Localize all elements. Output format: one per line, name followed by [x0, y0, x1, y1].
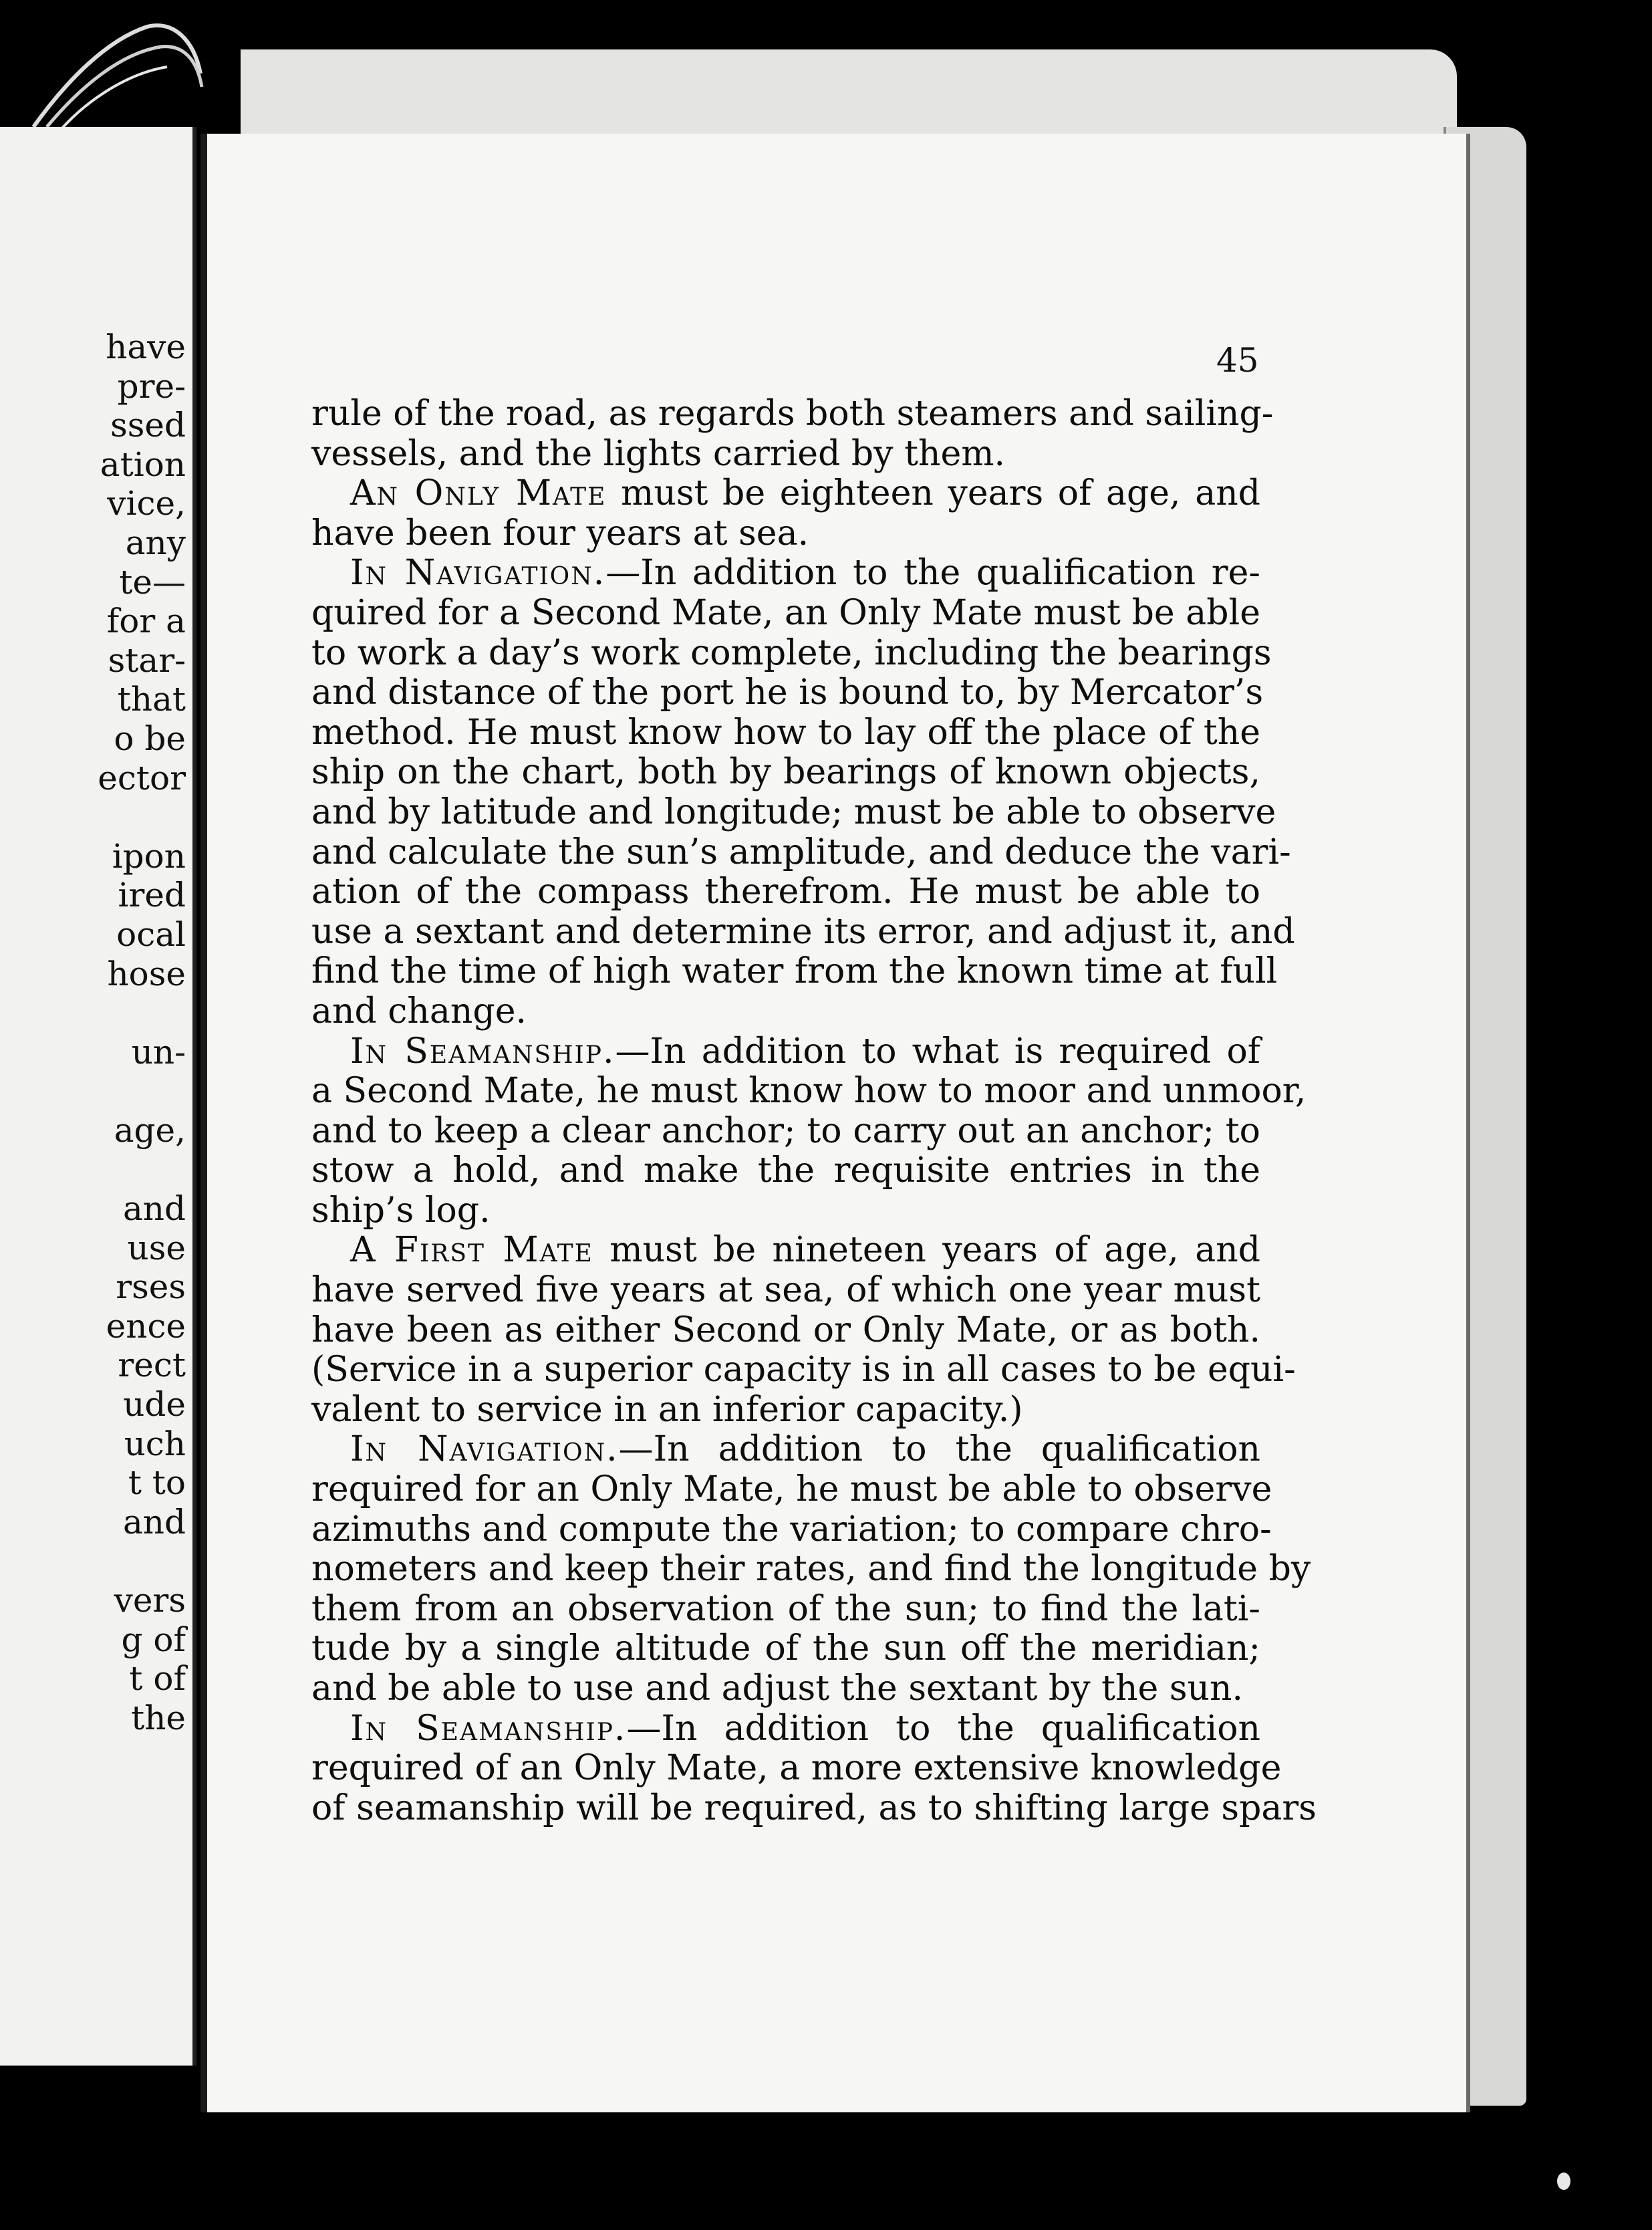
text-line: [311, 514, 1260, 554]
facing-page-fragment: the: [131, 1698, 186, 1737]
line-text: required of an Only Mate, a more extensive knowledge: [311, 1748, 1282, 1789]
text-line: [311, 992, 1260, 1032]
facing-page-fragment: ence: [106, 1306, 186, 1346]
scan-speck: [1557, 2173, 1570, 2190]
facing-page-fragment: [98, 993, 186, 1033]
section-heading: In Seamanship.: [350, 1031, 615, 1072]
text-line: [311, 435, 1260, 475]
facing-page-fragment: un-: [131, 1032, 186, 1072]
line-text: —In addition to the qualification: [626, 1708, 1261, 1749]
facing-page-fragment: ude: [123, 1385, 186, 1424]
line-text: find the time of high water from the known time at full: [311, 951, 1278, 992]
facing-page-fragment: hose: [107, 954, 186, 993]
text-line: [311, 1112, 1260, 1152]
text-line: [311, 951, 1278, 992]
text-line: [311, 1669, 1260, 1709]
text-line: [311, 872, 1260, 912]
facing-page-fragment: [98, 1150, 186, 1189]
text-line: [311, 1629, 1260, 1669]
facing-page-fragment: t of: [129, 1659, 186, 1699]
facing-page-fragment: [98, 797, 186, 837]
text-line: [311, 1430, 1260, 1470]
line-text: ship on the chart, both by bearings of known objects,: [311, 752, 1260, 793]
body-text: [311, 394, 1317, 1828]
line-text: and to keep a clear anchor; to carry out an anchor; to: [311, 1110, 1260, 1151]
facing-page-fragment: vice,: [107, 484, 186, 523]
line-text: a Second Mate, he must know how to moor and unmoor,: [311, 1071, 1306, 1112]
section-heading: A First Mate: [350, 1230, 593, 1271]
facing-page-fragment: [98, 1072, 186, 1111]
text-line: [311, 1271, 1260, 1311]
line-text: use a sextant and determine its error, and adjust it, and: [311, 911, 1295, 952]
line-text: have been as either Second or Only Mate, or as both.: [311, 1310, 1260, 1350]
text-line: [311, 594, 1260, 634]
line-text: and calculate the sun’s amplitude, and deduce the vari-: [311, 832, 1291, 872]
section-heading: An Only Mate: [350, 473, 607, 514]
line-text: them from an observation of the sun; to find the lati-: [311, 1588, 1260, 1629]
text-line: [311, 632, 1272, 674]
text-line: [311, 1590, 1260, 1630]
text-line: [311, 1509, 1272, 1550]
line-text: have served five years at sea, of which one year must: [311, 1270, 1260, 1311]
facing-page-fragment: ssed: [110, 406, 186, 445]
facing-page-fragment: ipon: [112, 836, 186, 876]
text-line: [311, 1709, 1260, 1749]
facing-page-fragment: rect: [118, 1346, 186, 1385]
facing-page-fragment: star-: [108, 640, 186, 680]
line-text: nometers and keep their rates, and find the longitude by: [311, 1549, 1311, 1590]
text-line: [311, 1350, 1296, 1390]
facing-page-fragment: ation: [100, 445, 186, 484]
line-text: ation of the compass therefrom. He must be able to: [311, 872, 1260, 912]
line-text: must be eighteen years of age, and: [606, 473, 1260, 514]
line-text: must be nineteen years of age, and: [593, 1230, 1260, 1271]
facing-page-fragment: o be: [114, 719, 186, 758]
facing-page-fragment: rses: [116, 1267, 186, 1307]
text-line: [311, 1748, 1282, 1789]
facing-page-fragment: that: [117, 680, 186, 719]
facing-page-fragment: and: [122, 1502, 186, 1541]
facing-page-fragment: pre-: [117, 366, 186, 406]
section-heading: In Seamanship.: [350, 1708, 627, 1749]
facing-page-fragment: vers: [114, 1581, 186, 1620]
line-text: —In addition to the qualification re-: [605, 553, 1261, 594]
text-line: [311, 791, 1276, 833]
line-text: —In addition to what is required of: [615, 1031, 1260, 1072]
line-text: valent to service in an inferior capacity.): [311, 1389, 1023, 1430]
binding-thread: [27, 0, 214, 134]
line-text: and change.: [311, 991, 527, 1031]
facing-page-fragment: for a: [106, 602, 186, 641]
text-line: [311, 911, 1295, 953]
facing-page-fragment: use: [127, 1228, 186, 1267]
text-line: [311, 1549, 1311, 1590]
text-line: [311, 474, 1260, 514]
facing-page-fragment: g of: [121, 1620, 186, 1659]
facing-page-fragment: ired: [118, 876, 186, 915]
section-heading: In Navigation.: [350, 553, 606, 594]
facing-page-fragment: have: [106, 328, 186, 366]
line-text: stow a hold, and make the requisite entries in the: [311, 1150, 1260, 1191]
facing-page-fragment: any: [125, 523, 186, 562]
facing-page-fragment: t to: [128, 1463, 186, 1503]
text-line: [311, 832, 1291, 873]
text-line: [311, 1469, 1272, 1510]
facing-page: [0, 127, 196, 2066]
line-text: of seamanship will be required, as to shifting large spars: [311, 1787, 1317, 1828]
text-line: [311, 713, 1260, 753]
text-line: [311, 553, 1260, 594]
text-line: [311, 1311, 1260, 1351]
line-text: and distance of the port he is bound to, by Mercator’s: [311, 672, 1264, 713]
section-heading: In Navigation.: [350, 1429, 619, 1470]
line-text: (Service in a superior capacity is in all cases to be equi-: [311, 1350, 1296, 1390]
line-text: rule of the road, as regards both steamers and sailing-: [311, 394, 1274, 434]
facing-page-fragment: and: [122, 1189, 186, 1229]
text-line: [311, 1191, 1260, 1231]
line-text: to work a day’s work complete, including the bearings: [311, 632, 1272, 673]
facing-page-fragment: uch: [124, 1424, 186, 1463]
line-text: and be able to use and adjust the sextant by the sun.: [311, 1668, 1244, 1709]
facing-page-fragment: ocal: [116, 914, 186, 954]
text-line: [311, 753, 1260, 793]
line-text: —In addition to the qualification: [618, 1429, 1261, 1470]
facing-page-text: [98, 328, 186, 1737]
line-text: have been four years at sea.: [311, 513, 809, 553]
line-text: and by latitude and longitude; must be able to observe: [311, 791, 1276, 832]
line-text: azimuths and compute the variation; to compare chro-: [311, 1509, 1272, 1550]
line-text: required for an Only Mate, he must be able to observe: [311, 1469, 1272, 1510]
text-line: [311, 1071, 1306, 1112]
line-text: ship’s log.: [311, 1190, 491, 1231]
facing-page-fragment: te—: [119, 562, 186, 602]
line-text: method. He must know how to lay off the place of the: [311, 712, 1260, 753]
text-line: [311, 1390, 1260, 1431]
text-line: [311, 1231, 1260, 1271]
text-line: [311, 1787, 1317, 1829]
facing-page-fragment: age,: [114, 1110, 186, 1150]
text-line: [311, 394, 1274, 435]
text-line: [311, 1151, 1260, 1191]
facing-page-fragment: [98, 1541, 186, 1581]
line-text: quired for a Second Mate, an Only Mate must be able: [311, 592, 1260, 633]
line-text: tude by a single altitude of the sun off the meridian;: [311, 1628, 1260, 1669]
text-line: [311, 1032, 1260, 1072]
page-number: 45: [1216, 341, 1259, 380]
text-line: [311, 672, 1264, 713]
line-text: vessels, and the lights carried by them.: [311, 433, 1006, 474]
facing-page-fragment: ector: [98, 758, 186, 797]
